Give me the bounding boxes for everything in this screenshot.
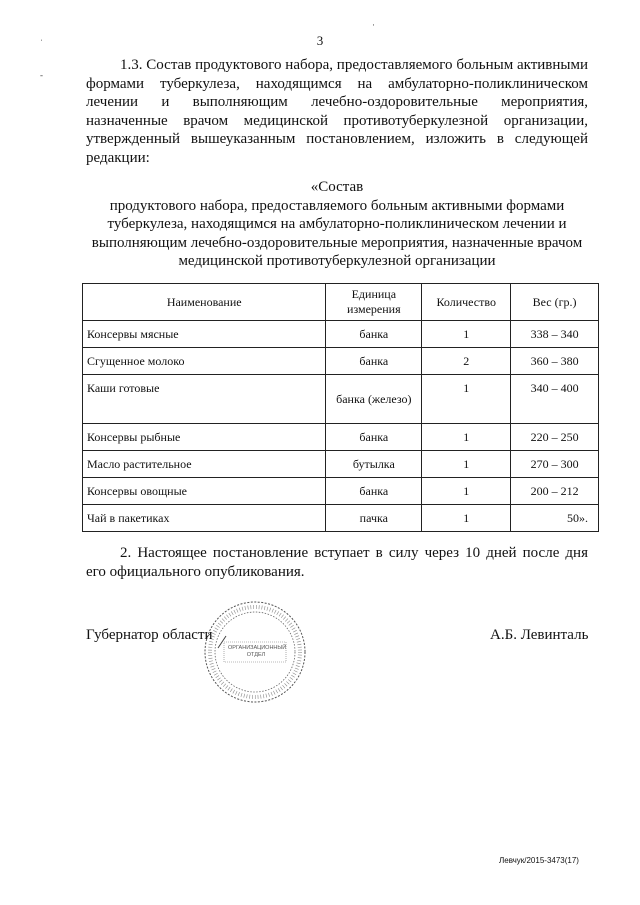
column-header-weight: Вес (гр.) [511,284,599,321]
cell-quantity: 1 [422,478,511,505]
scan-mark: ˈ [40,38,43,48]
amendment-paragraph: 1.3. Состав продуктового набора, предоставляемого больным активными формами туберкулеза, находящимся на амбулаторно-поликлиническом лечении и выполняющим лечебно-оздоровительные мероприятия, назначенные врачом медицинской противотуберкулезной организации, утвержденный вышеуказанным постановлением, изложить в следующей редакции: [86,57,588,166]
stamp-center-text: ОРГАНИЗАЦИОННЫЙ ОТДЕЛ [228,645,287,658]
table-row [83,424,599,451]
cell-unit: банка [326,424,422,451]
cell-quantity: 2 [422,348,511,375]
cell-quantity: 1 [422,505,511,532]
cell-name: Сгущенное молоко [83,348,326,375]
page-number: 3 [316,33,324,48]
cell-name: Масло растительное [83,451,326,478]
table-row [83,505,599,532]
cell-name: Консервы овощные [83,478,326,505]
cell-name: Консервы мясные [83,321,326,348]
cell-weight: 338 – 340 [511,321,599,348]
table-row [83,321,599,348]
heading-line: продуктового набора, предоставляемого больным активными формами [109,197,565,214]
cell-weight: 270 – 300 [511,451,599,478]
cell-name: Каши готовые [83,375,326,424]
scan-mark: · [372,20,375,30]
cell-weight: 50». [511,505,599,532]
cell-weight: 340 – 400 [511,375,599,424]
table-header-row [83,284,599,321]
scan-mark: - [40,70,43,80]
cell-unit: пачка [326,505,422,532]
signatory-name: А.Б. Левинталь [490,627,589,643]
cell-unit: бутылка [326,451,422,478]
signatory-position: Губернатор области [86,627,213,643]
cell-name: Чай в пакетиках [83,505,326,532]
heading-line: «Состав [310,179,364,195]
effective-date-paragraph: 2. Настоящее постановление вступает в силу через 10 дней после дня его официального опубликования. [86,545,588,580]
heading-line: выполняющим лечебно-оздоровительные мероприятия, назначенные врачом [91,234,583,251]
heading-line: туберкулеза, находящимся на амбулаторно-поликлиническом лечении и [107,216,567,232]
cell-weight: 360 – 380 [511,348,599,375]
cell-weight: 220 – 250 [511,424,599,451]
cell-quantity: 1 [422,375,511,424]
heading-line: медицинской противотуберкулезной организации [178,253,496,269]
cell-quantity: 1 [422,424,511,451]
cell-quantity: 1 [422,321,511,348]
table-row [83,375,599,424]
list-heading [86,178,588,271]
cell-weight: 200 – 212 [511,478,599,505]
cell-unit: банка [326,321,422,348]
cell-name: Консервы рыбные [83,424,326,451]
table-row [83,451,599,478]
cell-quantity: 1 [422,451,511,478]
product-set-table [82,283,599,532]
cell-unit: банка [326,348,422,375]
column-header-unit: Единица измерения [326,284,422,321]
cell-unit: банка (железо) [326,375,422,424]
table-row [83,478,599,505]
column-header-quantity: Количество [422,284,511,321]
document-reference: Левчук/2015-3473(17) [499,856,579,865]
table-row [83,348,599,375]
column-header-name: Наименование [83,284,326,321]
cell-unit: банка [326,478,422,505]
